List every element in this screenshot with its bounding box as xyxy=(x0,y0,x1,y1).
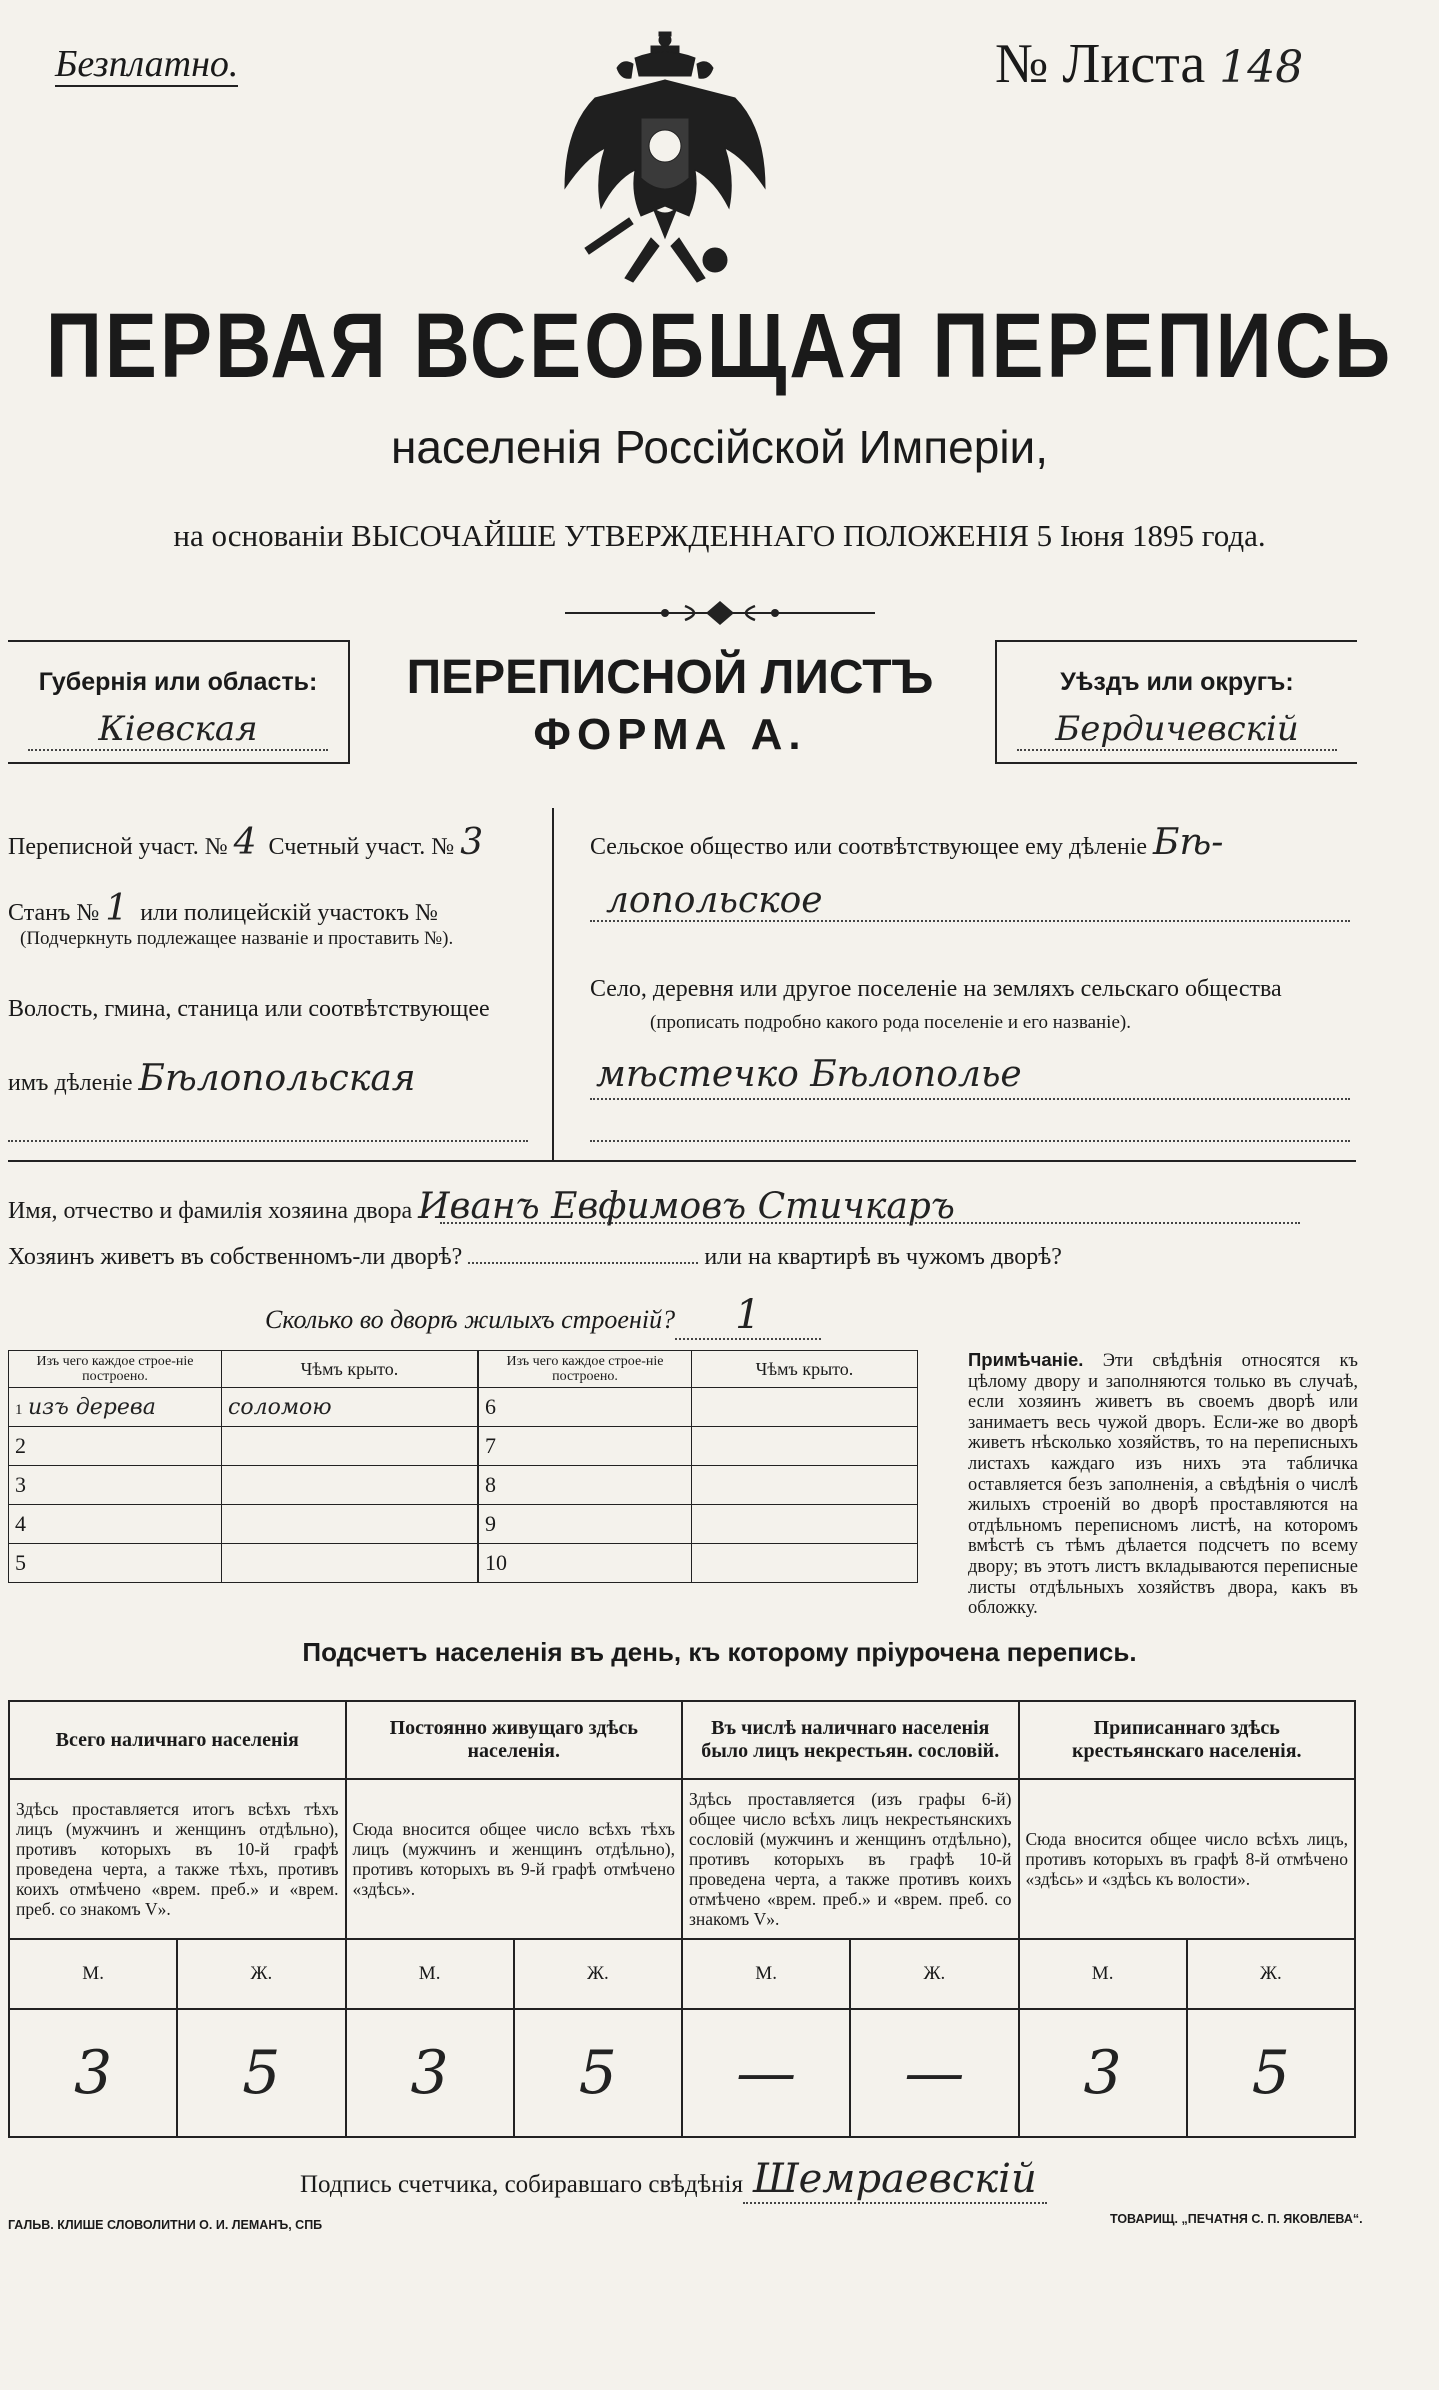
volost-field: имъ дѣленіе Бѣлопольская xyxy=(8,1058,422,1099)
own-yard-blank[interactable] xyxy=(468,1262,698,1264)
signature-field xyxy=(300,2156,1047,2202)
village-label: Село, деревня или другое поселеніе на земляхъ сельскаго общества xyxy=(590,976,1282,1002)
count-male-nonpeasant[interactable]: — xyxy=(682,2009,850,2137)
table-row: 2 xyxy=(9,1427,478,1466)
table-row: 10 xyxy=(479,1544,918,1583)
society-field-cont xyxy=(600,880,829,921)
stan-value[interactable]: 1 xyxy=(105,888,129,929)
count-group-header: Въ числѣ наличнаго населенія было лицъ некрестьян. сословій. xyxy=(682,1701,1019,1779)
buildings-table-right: Изъ чего каждое строе-ніе построено. Чѣмъ крыто. 6 7 8 9 10 xyxy=(478,1350,918,1583)
horizontal-divider xyxy=(8,1160,1356,1162)
village-blank-line xyxy=(590,1140,1350,1142)
note-block xyxy=(968,1350,1358,1619)
society-field: Сельское общество или соотвѣтствующее ему дѣленіе Бѣ- xyxy=(590,822,1229,863)
note-text: Эти свѣдѣнія относятся къ цѣлому двору и заполняются только въ случаѣ, если хозяинъ живетъ въ своемъ дворѣ или занимаетъ весь чужой дворъ. Если-же во дворѣ живетъ нѣсколько хозяйствъ, то на переписныхъ листахъ каждаго изъ нихъ эта табличка оставляется безъ заполненія, а свѣдѣнія о числѣ жилыхъ строеній во дворѣ проставляются на отдѣльномъ переписномъ листѣ, на которомъ вмѣстѣ съ тѣмъ дѣлается подсчетъ по всему двору; въ этотъ листъ вкладываются переписные листы отдѣльныхъ хозяйствъ двора, какъ въ обложку. xyxy=(968,1351,1358,1619)
count-female-total[interactable]: 5 xyxy=(177,2009,345,2137)
table-row: 8 xyxy=(479,1466,918,1505)
free-label: Безплатно. xyxy=(55,43,239,85)
sheet-number-label: № Листа xyxy=(995,33,1206,95)
count-group-desc: Сюда вносится общее число всѣхъ лицъ, противъ которыхъ въ графѣ 8-й отмѣчено «здѣсь» и «здѣсь къ волости». xyxy=(1019,1779,1356,1939)
form-title: ПЕРЕПИСНОЙ ЛИСТЪ xyxy=(406,651,934,704)
female-header: Ж. xyxy=(514,1939,682,2009)
ornament-divider-icon xyxy=(565,598,875,628)
stan-note: (Подчеркнуть подлежащее названіе и проставить №). xyxy=(20,928,454,949)
vertical-divider xyxy=(552,808,554,1160)
double-headed-eagle-emblem-icon xyxy=(555,28,775,298)
count-male-peasant[interactable]: 3 xyxy=(1019,2009,1187,2137)
male-header: М. xyxy=(9,1939,177,2009)
village-note: (прописать подробно какого рода поселеніе и его названіе). xyxy=(650,1012,1131,1033)
count-group-header: Постоянно живущаго здѣсь населенія. xyxy=(346,1701,683,1779)
sheet-number-value: 148 xyxy=(1219,42,1304,93)
table-row: 4 xyxy=(9,1505,478,1544)
census-district-field: Переписной участ. № 4 Счетный участ. № 3 xyxy=(8,822,489,863)
count-group-desc: Здѣсь проставляется итогъ всѣхъ тѣхъ лицъ (мужчинъ и женщинъ отдѣльно), противъ которыхъ въ 10-й графѣ проведена черта, а также тѣхъ, противъ коихъ отмѣчено «врем. преб.» и «врем. преб. со знакомъ V». xyxy=(9,1779,346,1939)
count-group-desc: Здѣсь проставляется (изъ графы 6-й) общее число всѣхъ лицъ некрестьянскихъ сословій (мужчинъ и женщинъ отдѣльно), противъ которыхъ въ графѣ 10-й проведена черта, а также противъ коихъ отмѣчено «врем. преб.» и «врем. преб. со знакомъ V». xyxy=(682,1779,1019,1939)
count-male-permanent[interactable]: 3 xyxy=(346,2009,514,2137)
village-field xyxy=(590,1054,1028,1095)
society-value[interactable]: Бѣ- xyxy=(1153,822,1224,863)
owner-value[interactable]: Иванъ Евфимовъ Стичкаръ xyxy=(418,1186,955,1227)
sheet-number xyxy=(995,32,1303,96)
census-title: ПЕРВАЯ ВСЕОБЩАЯ ПЕРЕПИСЬ xyxy=(45,292,1394,397)
female-header: Ж. xyxy=(177,1939,345,2009)
count-female-nonpeasant[interactable]: — xyxy=(850,2009,1018,2137)
count-female-peasant[interactable]: 5 xyxy=(1187,2009,1355,2137)
male-header: М. xyxy=(1019,1939,1187,2009)
buildings-value[interactable]: 1 xyxy=(675,1292,820,1340)
footer-left: ГАЛЬВ. КЛИШЕ СЛОВОЛИТНИ О. И. ЛЕМАНЪ, СПБ xyxy=(8,2218,323,2232)
female-header: Ж. xyxy=(850,1939,1018,2009)
buildings-field: Сколько во дворѣ жилыхъ строеній? 1 xyxy=(265,1292,821,1338)
table-row: 9 xyxy=(479,1505,918,1544)
table-row: 6 xyxy=(479,1388,918,1427)
male-header: М. xyxy=(682,1939,850,2009)
count-female-permanent[interactable]: 5 xyxy=(514,2009,682,2137)
village-value[interactable]: мѣстечко Бѣлополье xyxy=(596,1054,1022,1095)
counting-district-value[interactable]: 3 xyxy=(460,822,484,863)
footer-right: ТОВАРИЩ. „ПЕЧАТНЯ С. П. ЯКОВЛЕВА“. xyxy=(1110,2212,1363,2226)
volost-blank-line xyxy=(8,1140,528,1142)
form-subtitle: ФОРМА А. xyxy=(533,710,807,759)
count-group-header: Всего наличнаго населенія xyxy=(9,1701,346,1779)
owner-line xyxy=(440,1222,1300,1224)
census-district-value[interactable]: 4 xyxy=(233,822,257,863)
stan-field: Станъ № 1 или полицейскій участокъ № xyxy=(8,888,438,929)
buildings-table-left: Изъ чего каждое строе-ніе построено. Чѣмъ крыто. 1 изъ дерева соломою 2 3 4 5 xyxy=(8,1350,478,1583)
uezd-value[interactable]: Бердичевскій xyxy=(1017,709,1337,751)
uezd-label: Уѣздъ или округъ: xyxy=(1060,668,1294,696)
society-value-2[interactable]: лопольское xyxy=(606,880,823,921)
gubernia-label: Губернія или область: xyxy=(38,668,318,696)
note-label: Примѣчаніе. xyxy=(968,1349,1084,1370)
count-male-total[interactable]: 3 xyxy=(9,2009,177,2137)
table-row: 7 xyxy=(479,1427,918,1466)
census-basis: на основаніи ВЫСОЧАЙШЕ УТВЕРЖДЕННАГО ПОЛОЖЕНІЯ 5 Іюня 1895 года. xyxy=(173,518,1266,553)
male-header: М. xyxy=(346,1939,514,2009)
owner-field: Имя, отчество и фамилія хозяина двора Иванъ Евфимовъ Стичкаръ xyxy=(8,1186,961,1227)
table-row: 3 xyxy=(9,1466,478,1505)
table-row: 1 изъ дерева соломою xyxy=(9,1388,478,1427)
female-header: Ж. xyxy=(1187,1939,1355,2009)
count-title: Подсчетъ населенія въ день, къ которому пріурочена перепись. xyxy=(302,1637,1137,1667)
gubernia-box xyxy=(8,640,350,764)
volost-label: Волость, гмина, станица или соотвѣтствующее xyxy=(8,996,490,1022)
society-line xyxy=(590,920,1350,922)
signature-label: Подпись счетчика, собиравшаго свѣдѣнія xyxy=(300,2171,743,2198)
table-row: 5 xyxy=(9,1544,478,1583)
yard-field: Хозяинъ живетъ въ собственномъ-ли дворѣ? или на квартирѣ въ чужомъ дворѣ? xyxy=(8,1244,1062,1270)
village-line xyxy=(590,1098,1350,1100)
census-subtitle: населенія Россійской Имперіи, xyxy=(390,421,1049,473)
population-count-table xyxy=(8,1700,1356,2138)
volost-value[interactable]: Бѣлопольская xyxy=(138,1058,416,1099)
gubernia-value[interactable]: Кіевская xyxy=(28,709,328,751)
count-group-desc: Сюда вносится общее число всѣхъ тѣхъ лицъ (мужчинъ и женщинъ отдѣльно), противъ которыхъ въ 9-й графѣ отмѣчено «здѣсь». xyxy=(346,1779,683,1939)
count-group-header: Приписаннаго здѣсь крестьянскаго населенія. xyxy=(1019,1701,1356,1779)
signature-value[interactable]: Шемраевскій xyxy=(743,2156,1047,2204)
uezd-box xyxy=(995,640,1357,764)
